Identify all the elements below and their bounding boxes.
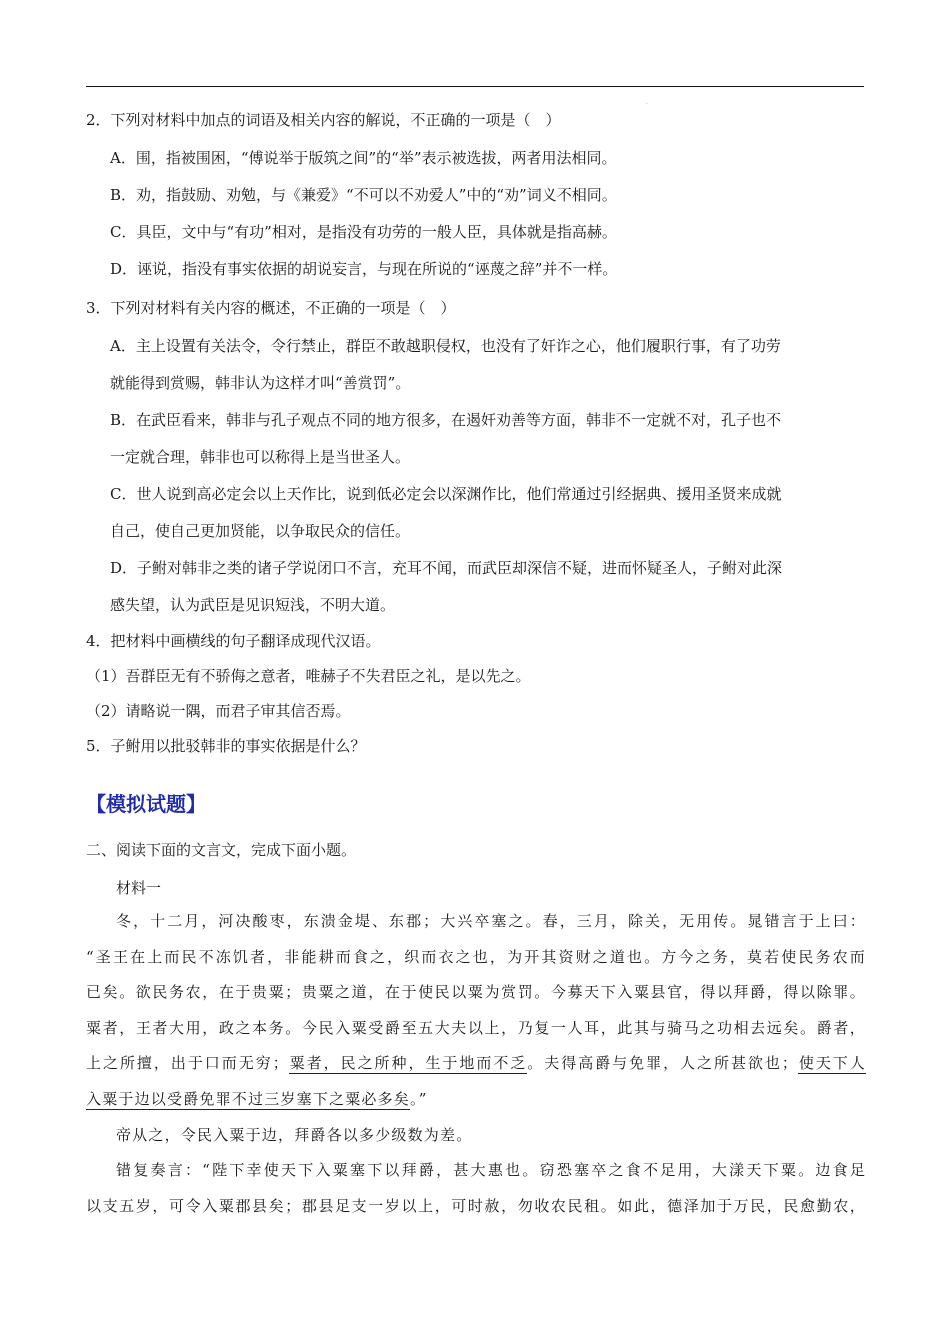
underlined-sentence: 使天下人 [798,1054,866,1073]
question-4-stem: 4．把材料中画横线的句子翻译成现代汉语。 [86,632,381,650]
question-3-option-c [86,476,866,550]
header-rule [86,86,864,87]
passage-text: 罪。 [833,983,866,1002]
passage-line: 冬，十二月，河决酸枣，东溃金堤、东郡；大兴卒塞之。春，三月，除关，无用传。晁错言于上曰： [116,912,866,930]
question-2-option-a: A．围，指被围困，“傅说举于版筑之间”的“举”表示被选拔，两者用法相同。 [110,149,617,167]
option-line: C．世人说到高必定会以上天作比，说到低必定会以深渊作比，他们常通过引经据典、援用圣贤来成就 [110,485,782,503]
question-2-stem: 2．下列对材料中加点的词语及相关内容的解说，不正确的一项是（ ） [86,111,561,129]
option-line: 一定就合理，韩非也可以称得上是当世圣人。 [110,448,411,466]
passage-line [86,1046,866,1082]
material-title: 材料一 [116,879,162,897]
passage-text: 恐塞卒之食不足用，大漾天下粟。边食足 [556,1161,867,1180]
option-line: B．在武臣看来，韩非与孔子观点不同的地方很多，在遏奸劝善等方面，韩非不一定就不对，孔子也不 [110,411,782,429]
passage-line [86,1082,866,1118]
document-page [86,110,866,1224]
passage-text: 已矣。欲民务农，在于贵粟；贵粟之道，在于使民以粟为赏罚。今募天下入粟县官，得以拜爵，得以 [86,983,817,1002]
option-line: A．主上设置有关法令，令行禁止，群臣不敢越职侵权，也没有了奸诈之心，他们履职行事，有了功劳 [110,337,781,355]
question-3-stem: 3．下列对材料有关内容的概述，不正确的一项是（ ） [86,299,456,317]
passage-text: 错复奏言：“陛下幸使天下入粟塞下以拜爵，甚大惠也。 [116,1161,540,1180]
passage-line: 以支五岁，可令入粟郡县矣；郡县足支一岁以上，可时赦，勿收农民租。如此，德泽加于万民，民愈勤农， [86,1196,866,1215]
question-3-option-b [86,402,866,476]
question-4-item-1: （1）吾群臣无有不骄侮之意者，唯赫子不失君臣之礼，是以先之。 [86,667,531,685]
option-line: 就能得到赏赐，韩非认为这样才叫“善赏罚”。 [110,374,411,392]
option-line: D．子鲋对韩非之类的诸子学说闭口不言，充耳不闻，而武臣却深信不疑，进而怀疑圣人，子鲋对此深 [110,559,783,577]
underlined-sentence: 入粟于边以受爵免罪不过三岁塞下之粟必多矣 [86,1089,411,1108]
passage-text: 。夫得高爵与免罪，人之所甚欲也； [527,1054,799,1073]
section-title: 【模拟试题】 [86,792,206,816]
question-2-option-b: B．劝，指鼓励、劝勉，与《兼爱》“不可以不劝爱人”中的“劝”词义不相同。 [110,186,617,204]
section-intro: 二、阅读下面的文言文，完成下面小题。 [86,841,357,859]
passage-line: 粟者，王者大用，政之本务。今民入粟受爵至五大夫以上，乃复一人耳，此其与骑马之功相去远矣。爵者， [86,1018,866,1037]
question-3-option-d [86,550,866,624]
classical-passage [86,904,866,1224]
passage-line: “圣王在上而民不冻饥者，非能耕而食之，织而衣之也，为开其资财之道也。方今之务，莫若使民务农而 [86,947,866,966]
question-2-option-c: C．具臣，文中与“有功”相对，是指没有功劳的一般人臣，具体就是指高赫。 [110,223,617,241]
question-4-item-2: （2）请略说一隅，而君子审其信否焉。 [86,702,351,720]
passage-text: 上之所擅，出于口而无穷； [86,1054,289,1073]
passage-line: 帝从之，令民入粟于边，拜爵各以多少级数为差。 [116,1125,473,1144]
passage-line [86,1153,866,1189]
question-2-option-d: D．诬说，指没有事实依据的胡说妄言，与现在所说的“诬蔑之辞”并不一样。 [110,260,618,278]
question-5-stem: 5．子鲋用以批驳韩非的事实依据是什么？ [86,737,366,755]
option-line: 感失望，认为武臣是见识短浅，不明大道。 [110,596,396,614]
passage-text: 。” [410,1089,428,1108]
underlined-sentence: 粟者，民之所种，生于地而不乏 [288,1054,528,1073]
option-line: 自己，使自己更加贤能，以争取民众的信任。 [110,522,411,540]
dotted-word: 窃 · [540,1161,557,1179]
passage-line [86,975,866,1011]
scan-speck: . [646,99,648,106]
question-3-option-a [86,328,866,402]
dotted-word: 除 · [817,983,834,1001]
